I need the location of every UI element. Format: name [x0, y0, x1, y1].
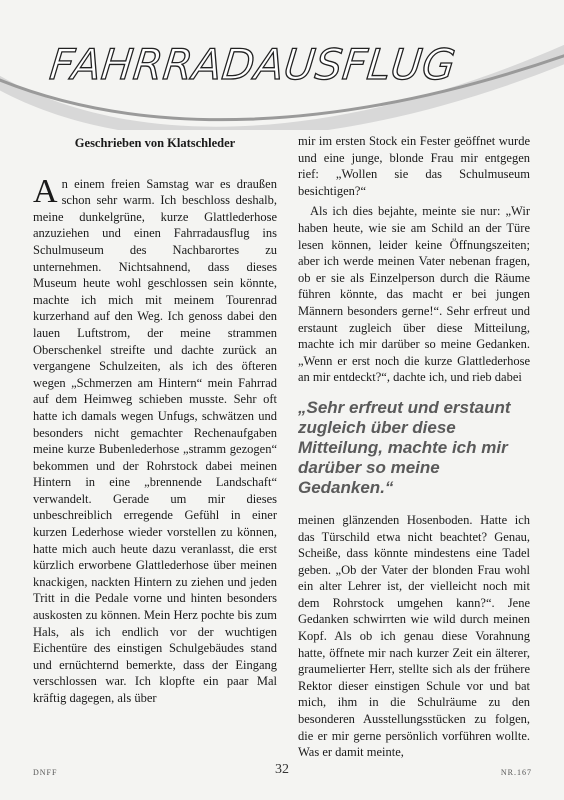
pull-quote: „Sehr erfreut und erstaunt zugleich über diese Mitteilung, machte ich mir darüber so meine Gedanken.“	[298, 397, 511, 497]
body-paragraph: Als ich dies bejahte, meinte sie nur: „Wir haben heute, wie sie am Schild an der Türe lesen können, leider keine Öffnungszeiten; aber ich werde meinen Vater nebenan fragen, ob er sie als Einzelperson durch die Räume führen könnte, das macht er bei jungen Männern besonders gerne!“. Sehr erfreut und erstaunt zugleich über diese Mitteilung, machte ich mir darüber so meine Gedanken. „Wenn er erst noch die kurze Glattlederhose an mir entdeckt?“, dachte ich, und rieb dabei	[298, 204, 530, 385]
body-paragraph: meinen glänzenden Hosenboden. Hatte ich das Türschild etwa nicht beachtet? Genau, Scheiße, dass könnte mindestens eine Tadel geben. „Ob der Vater der blonden Frau wohl ein alter Lehrer ist, der vielleicht noch mit dem Rohrstock umgehen kann?“. Jene Gedanken schwirrten wie wild durch meinen Kopf. Als ob ich genau diese Vorahnung hatte, öffnete mir nach kurzer Zeit ein älterer, graumelierter Herr, stellte sich als der frühere Rektor dieser einstigen Schule vor und bat mich, ihm in die Schulräume zu den besonderen Ausstellungsstücken zu folgen, die er mir gerne persönlich vorführen wollte. Was er damit meinte,	[298, 512, 530, 760]
footer-magazine-name: DNFF	[33, 768, 58, 777]
byline: Geschrieben von Klatschleder	[74, 136, 236, 150]
body-text: n einem freien Samstag war es draußen schon sehr warm. Ich beschloss deshalb, meine dunkelgrüne, kurze Glattlederhose anzuziehen und einen Fahrradausflug ins Schulmuseum des Nachbarortes zu unternehmen. Nichtsahnend, dass dieses Museum heute wohl geschlossen sein könnte, machte ich mich mit meinem Tourenrad kurzerhand auf den Weg. Ich genoss dabei den lauen Luftstrom, der meine strammen Oberschenkel streifte und dachte zurück an vergangene Schulzeiten, als ich des öfteren wegen „Schmerzen am Hintern“ mein Fahrrad auf dem Heimweg schieben musste. Sehr oft hatte ich damals wegen Unfugs, schwätzen und besonders nicht gemachter Rechenaufgaben meine kurze Bubenlederhose „stramm gezogen“ bekommen und der Rohrstock dabei meinen Hintern in eine „brennende Landschaft“ verwandelt. Gerade um mir dieses unbeschreiblich erregende Gefühl in einer kurzen Lederhose wieder vorstellen zu können, hatte mich auch heute dazu veranlasst, die erst kürzlich erworbene Glattlederhose über meinen knackigen, nackten Hintern zu ziehen und jeden Tritt in die Pedale vorne und hinten besonders auskosten zu können. Mein Herz pochte bis zum Hals, als ich endlich vor der wuchtigen Eichentüre des einstigen Schulgebäudes stand und ernüchternd bemerkte, dass der Eingang verschlossen war. Ich klopfte ein paar Mal kräftig dagegen, als über	[33, 176, 277, 705]
article-title: FAHRRADAUSFLUG	[47, 40, 459, 89]
footer-issue-number: NR.167	[500, 768, 532, 777]
page-number: 32	[275, 762, 289, 777]
body-paragraph: mir im ersten Stock ein Fester geöffnet wurde und eine junge, blonde Frau mir entgegen rief: „Wollen sie das Schulmuseum besichtigen?“	[298, 134, 530, 198]
right-column	[298, 133, 530, 765]
drop-cap: A	[33, 172, 58, 210]
body-paragraph	[33, 172, 277, 707]
left-column	[33, 133, 277, 711]
